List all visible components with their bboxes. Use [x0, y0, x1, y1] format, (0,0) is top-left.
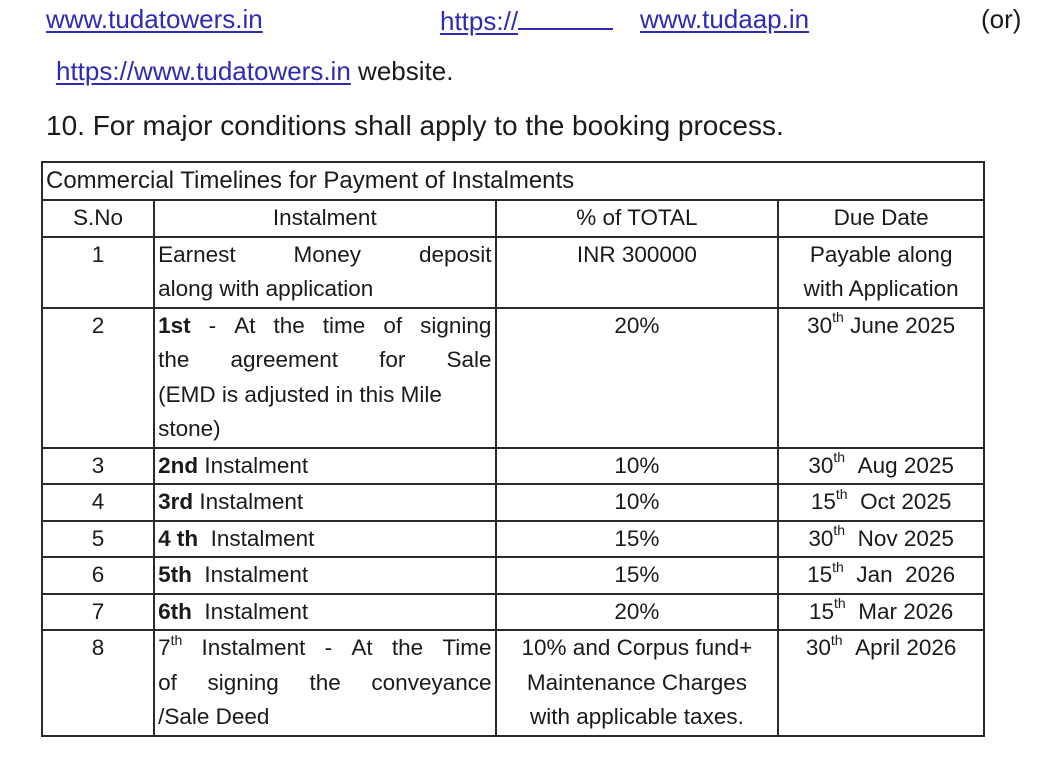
- table-row: 6 5th Instalment 15% 15th Jan 2026: [42, 557, 984, 594]
- table-row: 2 1st - At the time of signing the agreement for Sale (EMD is adjusted in this Mile stone) 20% 30th June 2025: [42, 308, 984, 448]
- website-line: https://www.tudatowers.in website.: [56, 56, 454, 86]
- table-row: 4 3rd Instalment 10% 15th Oct 2025: [42, 484, 984, 521]
- header-percent: % of TOTAL: [496, 200, 779, 237]
- table-row: 8 7th Instalment - At the Time of signing the conveyance /Sale Deed 10% and Corpus fund+ Maintenance Charges with applicable taxes. 30th April 2026: [42, 630, 984, 736]
- link-tudatowers[interactable]: www.tudatowers.in: [46, 4, 263, 34]
- header-instalment: Instalment: [154, 200, 495, 237]
- table-row: 1 Earnest Money deposit along with application INR 300000 Payable along with Application: [42, 237, 984, 308]
- table-title-row: [42, 162, 984, 200]
- condition-line: 10. For major conditions shall apply to the booking process.: [46, 110, 784, 141]
- table-row: 3 2nd Instalment 10% 30th Aug 2025: [42, 448, 984, 485]
- link-https-prefix[interactable]: https://: [440, 4, 613, 37]
- instalment-line: Earnest Money deposit: [158, 241, 492, 267]
- header-due-date: Due Date: [778, 200, 984, 237]
- table-row: 5 4 th Instalment 15% 30th Nov 2025: [42, 521, 984, 558]
- or-text: (or): [981, 4, 1022, 34]
- table-title: Commercial Timelines for Payment of Instalments: [42, 162, 984, 200]
- link-tudatowers-full[interactable]: https://www.tudatowers.in: [56, 56, 351, 86]
- link-tudaap[interactable]: www.tudaap.in: [640, 4, 810, 34]
- instalments-table: [41, 161, 985, 737]
- table-header-row: [42, 200, 984, 237]
- table-row: 7 6th Instalment 20% 15th Mar 2026: [42, 594, 984, 631]
- header-sno: S.No: [42, 200, 154, 237]
